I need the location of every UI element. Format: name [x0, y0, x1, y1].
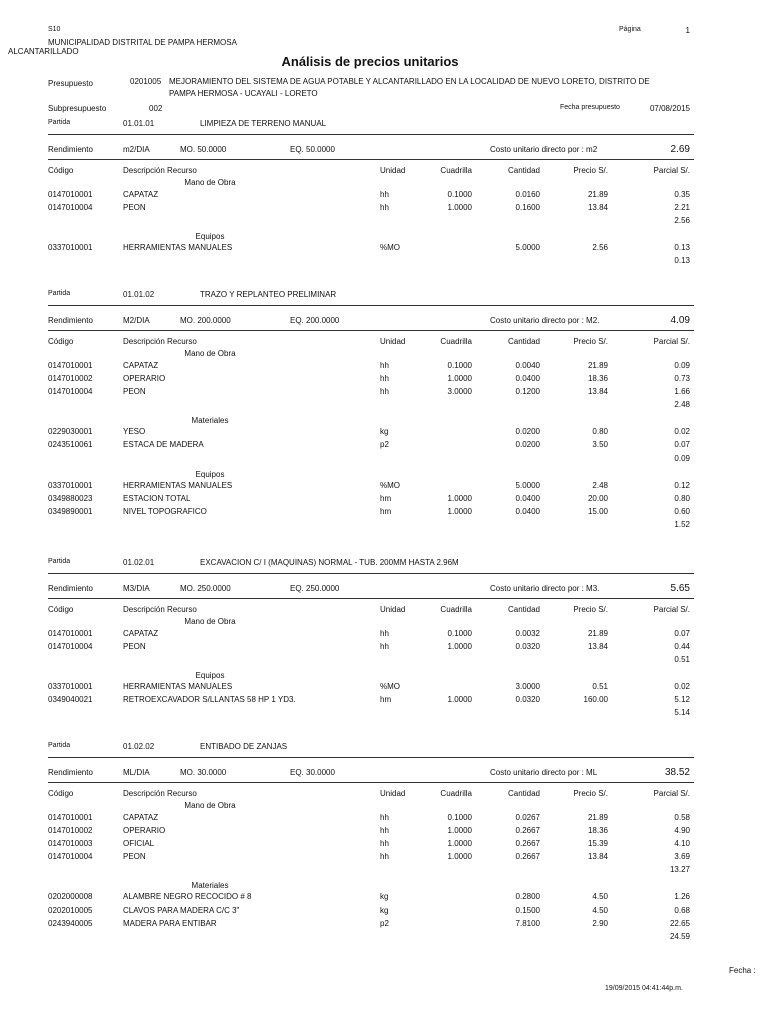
group-heading: Mano de Obra: [184, 349, 236, 358]
row-cantidad: 0.1500: [515, 905, 540, 915]
overlap-text: ALCANTARILLADO: [8, 47, 79, 56]
rendimiento-unit: ML/DIA: [123, 768, 150, 777]
row-cantidad: 0.1600: [515, 202, 540, 212]
row-unidad: hm: [380, 507, 392, 517]
col-header-cantidad: Cantidad: [507, 605, 540, 614]
row-parcial: 3.69: [674, 851, 690, 861]
rendimiento-unit: M2/DIA: [123, 316, 150, 325]
row-cantidad: 0.0200: [515, 440, 540, 450]
row-cantidad: 0.0160: [515, 189, 540, 199]
row-codigo: 0337010001: [48, 682, 93, 692]
costo-unitario-label: Costo unitario directo por : m2: [490, 145, 598, 154]
row-descripcion: OPERARIO: [123, 373, 166, 383]
row-cuadrilla: 1.0000: [447, 494, 472, 504]
mo-value: MO. 250.0000: [180, 584, 231, 593]
row-cantidad: 0.2667: [515, 851, 540, 861]
partida-label: Partida: [48, 558, 71, 565]
group-heading: Materiales: [191, 880, 229, 890]
presupuesto-code: 0201005: [130, 77, 162, 86]
col-header-descripcion: Descripción Recurso: [123, 337, 197, 346]
partida-code: 01.01.01: [123, 119, 155, 128]
row-precio: 2.56: [592, 243, 608, 253]
row-unidad: hm: [380, 494, 392, 504]
partida-divider: [48, 757, 694, 758]
row-parcial: 0.35: [674, 189, 690, 199]
row-codigo: 0337010001: [48, 481, 93, 490]
row-precio: 13.84: [587, 641, 608, 651]
row-unidad: %MO: [380, 243, 400, 253]
row-cuadrilla: 1.0000: [447, 641, 472, 651]
row-codigo: 0147010004: [48, 386, 93, 396]
header-divider: [48, 330, 694, 331]
rendimiento-label: Rendimiento: [48, 584, 93, 593]
row-codigo: 0147010001: [48, 360, 93, 370]
row-precio: 18.36: [587, 373, 608, 383]
report-code: S10: [48, 26, 61, 33]
col-header-cantidad: Cantidad: [507, 337, 540, 346]
row-cuadrilla: 1.0000: [447, 695, 472, 705]
costo-unitario-value: 5.65: [670, 583, 690, 594]
row-parcial: 0.60: [674, 507, 690, 517]
row-precio: 21.89: [587, 812, 608, 822]
partida-name: EXCAVACION C/ I (MAQUINAS) NORMAL - TUB. 200MM HASTA 2.96M: [200, 558, 459, 567]
row-parcial: 4.90: [674, 825, 690, 835]
mo-value: MO. 30.0000: [180, 768, 227, 777]
partida-code: 01.02.01: [123, 558, 155, 567]
col-header-cantidad: Cantidad: [507, 166, 540, 175]
eq-value: EQ. 200.0000: [290, 316, 340, 325]
subpresupuesto-code: 002: [149, 104, 163, 113]
partida-code: 01.01.02: [123, 290, 155, 299]
partida-label: Partida: [48, 742, 71, 749]
row-parcial: 0.80: [674, 494, 690, 504]
footer-timestamp: 19/09/2015 04:41:44p.m.: [605, 985, 683, 992]
fecha-presupuesto-label: Fecha presupuesto: [560, 104, 620, 111]
row-precio: 20.00: [587, 494, 608, 504]
row-descripcion: HERRAMIENTAS MANUALES: [123, 481, 233, 490]
col-header-codigo: Código: [48, 789, 74, 798]
row-descripcion: HERRAMIENTAS MANUALES: [123, 682, 233, 692]
row-parcial: 0.02: [674, 682, 690, 692]
group-subtotal: 1.52: [674, 520, 690, 530]
col-header-unidad: Unidad: [380, 337, 406, 346]
col-header-parcial: Parcial S/.: [653, 337, 690, 346]
row-descripcion: PEON: [123, 851, 146, 861]
row-descripcion: ESTACION TOTAL: [123, 494, 191, 504]
col-header-precio: Precio S/.: [573, 337, 608, 346]
costo-unitario-value: 38.52: [664, 767, 690, 778]
row-cantidad: 3.0000: [515, 682, 540, 692]
col-header-descripcion: Descripción Recurso: [123, 166, 197, 175]
row-cantidad: 0.0200: [515, 427, 540, 437]
row-cuadrilla: 3.0000: [447, 386, 472, 396]
costo-unitario-value: 4.09: [670, 315, 690, 326]
partida-label: Partida: [48, 119, 71, 126]
row-unidad: hh: [380, 825, 389, 835]
row-cantidad: 0.0320: [515, 641, 540, 651]
row-cuadrilla: 1.0000: [447, 825, 472, 835]
row-unidad: hh: [380, 628, 389, 638]
col-header-precio: Precio S/.: [573, 166, 608, 175]
row-descripcion: CAPATAZ: [123, 812, 159, 822]
row-precio: 13.84: [587, 386, 608, 396]
partida-divider: [48, 134, 694, 135]
group-subtotal: 2.56: [674, 215, 690, 225]
row-parcial: 0.12: [674, 481, 690, 490]
row-unidad: kg: [380, 905, 389, 915]
partida-name: LIMPIEZA DE TERRENO MANUAL: [200, 119, 327, 128]
col-header-codigo: Código: [48, 337, 74, 346]
group-subtotal: 13.27: [669, 864, 690, 874]
row-unidad: hh: [380, 373, 389, 383]
row-codigo: 0243940005: [48, 918, 93, 928]
row-cuadrilla: 1.0000: [447, 851, 472, 861]
row-cuadrilla: 1.0000: [447, 373, 472, 383]
fecha-presupuesto-value: 07/08/2015: [649, 104, 690, 113]
partida-divider: [48, 305, 694, 306]
row-precio: 21.89: [587, 360, 608, 370]
group-heading: Mano de Obra: [184, 801, 236, 810]
row-descripcion: MADERA PARA ENTIBAR: [123, 918, 217, 928]
row-codigo: 0147010002: [48, 825, 93, 835]
row-cantidad: 0.2667: [515, 838, 540, 848]
row-precio: 13.84: [587, 851, 608, 861]
group-subtotal: 5.14: [674, 708, 690, 718]
row-cuadrilla: 1.0000: [447, 507, 472, 517]
partida-label: Partida: [48, 290, 71, 297]
row-unidad: hh: [380, 386, 389, 396]
row-unidad: hh: [380, 202, 389, 212]
row-precio: 3.50: [592, 440, 608, 450]
municipality-name: MUNICIPALIDAD DISTRITAL DE PAMPA HERMOSA: [48, 38, 237, 47]
row-codigo: 0243510061: [48, 440, 93, 450]
row-codigo: 0337010001: [48, 243, 93, 253]
row-cantidad: 7.8100: [515, 918, 540, 928]
row-cantidad: 0.0320: [515, 695, 540, 705]
page-number: 1: [685, 26, 690, 35]
row-precio: 21.89: [587, 628, 608, 638]
col-header-precio: Precio S/.: [573, 789, 608, 798]
group-heading: Mano de Obra: [184, 617, 236, 626]
row-precio: 2.48: [592, 481, 608, 490]
row-cuadrilla: 1.0000: [447, 202, 472, 212]
mo-value: MO. 50.0000: [180, 145, 227, 154]
row-unidad: hm: [380, 695, 392, 705]
row-descripcion: CLAVOS PARA MADERA C/C 3": [123, 905, 240, 915]
row-codigo: 0147010004: [48, 202, 93, 212]
row-precio: 18.36: [587, 825, 608, 835]
row-cantidad: 0.2667: [515, 825, 540, 835]
row-parcial: 0.68: [674, 905, 690, 915]
row-cantidad: 0.0400: [515, 507, 540, 517]
row-unidad: hh: [380, 838, 389, 848]
costo-unitario-label: Costo unitario directo por : M2.: [490, 316, 600, 325]
col-header-descripcion: Descripción Recurso: [123, 605, 197, 614]
row-unidad: hh: [380, 360, 389, 370]
row-cantidad: 0.2800: [515, 892, 540, 902]
row-precio: 21.89: [587, 189, 608, 199]
row-descripcion: PEON: [123, 386, 146, 396]
row-precio: 0.80: [592, 427, 608, 437]
row-cantidad: 0.0267: [515, 812, 540, 822]
row-descripcion: OFICIAL: [123, 838, 155, 848]
row-unidad: %MO: [380, 481, 400, 490]
col-header-descripcion: Descripción Recurso: [123, 789, 197, 798]
partida-name: TRAZO Y REPLANTEO PRELIMINAR: [200, 290, 337, 299]
row-descripcion: CAPATAZ: [123, 189, 159, 199]
row-precio: 4.50: [592, 892, 608, 902]
row-descripcion: NIVEL TOPOGRAFICO: [123, 507, 207, 517]
row-descripcion: CAPATAZ: [123, 360, 159, 370]
row-codigo: 0147010003: [48, 838, 93, 848]
row-codigo: 0229030001: [48, 427, 93, 437]
row-cuadrilla: 1.0000: [447, 838, 472, 848]
eq-value: EQ. 250.0000: [290, 584, 340, 593]
subpresupuesto-label: Subpresupuesto: [48, 104, 107, 113]
col-header-codigo: Código: [48, 605, 74, 614]
row-cantidad: 0.0400: [515, 373, 540, 383]
page-label: Página: [619, 26, 641, 33]
row-descripcion: CAPATAZ: [123, 628, 159, 638]
row-unidad: kg: [380, 892, 389, 902]
row-parcial: 2.21: [674, 202, 690, 212]
row-parcial: 5.12: [674, 695, 690, 705]
row-cantidad: 5.0000: [515, 243, 540, 253]
costo-unitario-label: Costo unitario directo por : ML: [490, 768, 598, 777]
col-header-cuadrilla: Cuadrilla: [440, 605, 472, 614]
group-heading: Equipos: [195, 670, 225, 680]
row-parcial: 0.13: [674, 243, 690, 253]
row-codigo: 0147010001: [48, 189, 93, 199]
header-divider: [48, 598, 694, 599]
presupuesto-description-cont: PAMPA HERMOSA - UCAYALI - LORETO: [169, 89, 318, 98]
row-cuadrilla: 0.1000: [447, 628, 472, 638]
row-codigo: 0147010004: [48, 851, 93, 861]
mo-value: MO. 200.0000: [180, 316, 231, 325]
row-cantidad: 0.0400: [515, 494, 540, 504]
group-heading: Materiales: [191, 415, 229, 425]
row-precio: 4.50: [592, 905, 608, 915]
group-subtotal: 0.51: [674, 654, 690, 664]
row-precio: 15.00: [587, 507, 608, 517]
col-header-parcial: Parcial S/.: [653, 789, 690, 798]
rendimiento-unit: M3/DIA: [123, 584, 150, 593]
group-subtotal: 0.09: [674, 453, 690, 463]
row-codigo: 0349040021: [48, 695, 93, 705]
group-subtotal: 2.48: [674, 399, 690, 409]
row-cantidad: 0.1200: [515, 386, 540, 396]
row-cantidad: 0.0032: [515, 628, 540, 638]
col-header-unidad: Unidad: [380, 789, 406, 798]
partida-divider: [48, 573, 694, 574]
header-divider: [48, 159, 694, 160]
col-header-cuadrilla: Cuadrilla: [440, 789, 472, 798]
row-precio: 0.51: [592, 682, 608, 692]
row-parcial: 0.07: [674, 440, 690, 450]
costo-unitario-label: Costo unitario directo por : M3.: [490, 584, 600, 593]
row-codigo: 0147010002: [48, 373, 93, 383]
row-parcial: 1.26: [674, 892, 690, 902]
row-codigo: 0349880023: [48, 494, 93, 504]
row-parcial: 0.02: [674, 427, 690, 437]
row-unidad: hh: [380, 189, 389, 199]
row-cuadrilla: 0.1000: [447, 812, 472, 822]
row-precio: 2.90: [592, 918, 608, 928]
row-unidad: hh: [380, 812, 389, 822]
row-parcial: 22.65: [669, 918, 690, 928]
rendimiento-label: Rendimiento: [48, 145, 93, 154]
col-header-cantidad: Cantidad: [507, 789, 540, 798]
row-descripcion: PEON: [123, 641, 146, 651]
row-precio: 160.00: [583, 695, 608, 705]
row-codigo: 0147010001: [48, 628, 93, 638]
col-header-codigo: Código: [48, 166, 74, 175]
col-header-parcial: Parcial S/.: [653, 166, 690, 175]
group-subtotal: 0.13: [674, 256, 690, 266]
row-cuadrilla: 0.1000: [447, 360, 472, 370]
row-descripcion: YESO: [123, 427, 146, 437]
row-descripcion: HERRAMIENTAS MANUALES: [123, 243, 233, 253]
rendimiento-unit: m2/DIA: [123, 145, 150, 154]
row-codigo: 0202000008: [48, 892, 93, 902]
row-unidad: hh: [380, 851, 389, 861]
row-unidad: p2: [380, 440, 389, 450]
row-descripcion: ESTACA DE MADERA: [123, 440, 204, 450]
row-descripcion: RETROEXCAVADOR S/LLANTAS 58 HP 1 YD3.: [123, 695, 296, 705]
eq-value: EQ. 30.0000: [290, 768, 335, 777]
row-parcial: 0.09: [674, 360, 690, 370]
header-divider: [48, 782, 694, 783]
row-unidad: hh: [380, 641, 389, 651]
row-parcial: 0.73: [674, 373, 690, 383]
row-codigo: 0202010005: [48, 905, 93, 915]
row-cantidad: 5.0000: [515, 481, 540, 490]
row-unidad: kg: [380, 427, 389, 437]
presupuesto-description: MEJORAMIENTO DEL SISTEMA DE AGUA POTABLE Y ALCANTARILLADO EN LA LOCALIDAD DE NUEVO LORETO, DISTRITO DE: [169, 77, 650, 86]
presupuesto-label: Presupuesto: [48, 79, 93, 88]
page-title: Análisis de precios unitarios: [281, 54, 459, 69]
row-parcial: 0.44: [674, 641, 690, 651]
row-cantidad: 0.0040: [515, 360, 540, 370]
row-precio: 13.84: [587, 202, 608, 212]
col-header-cuadrilla: Cuadrilla: [440, 337, 472, 346]
footer-fecha-label: Fecha :: [729, 966, 756, 975]
row-unidad: %MO: [380, 682, 400, 692]
row-descripcion: PEON: [123, 202, 146, 212]
col-header-unidad: Unidad: [380, 605, 406, 614]
group-subtotal: 24.59: [669, 931, 690, 941]
col-header-parcial: Parcial S/.: [653, 605, 690, 614]
group-heading: Mano de Obra: [184, 178, 236, 187]
partida-name: ENTIBADO DE ZANJAS: [200, 742, 288, 751]
rendimiento-label: Rendimiento: [48, 316, 93, 325]
row-parcial: 0.58: [674, 812, 690, 822]
row-codigo: 0147010004: [48, 641, 93, 651]
group-heading: Equipos: [195, 469, 225, 479]
eq-value: EQ. 50.0000: [290, 145, 335, 154]
row-codigo: 0349890001: [48, 507, 93, 517]
row-parcial: 1.66: [674, 386, 690, 396]
rendimiento-label: Rendimiento: [48, 768, 93, 777]
row-parcial: 0.07: [674, 628, 690, 638]
group-heading: Equipos: [195, 231, 225, 241]
row-cuadrilla: 0.1000: [447, 189, 472, 199]
row-parcial: 4.10: [674, 838, 690, 848]
partida-code: 01.02.02: [123, 742, 155, 751]
row-descripcion: OPERARIO: [123, 825, 166, 835]
row-codigo: 0147010001: [48, 812, 93, 822]
col-header-cuadrilla: Cuadrilla: [440, 166, 472, 175]
row-precio: 15.39: [587, 838, 608, 848]
row-descripcion: ALAMBRE NEGRO RECOCIDO # 8: [123, 892, 252, 902]
row-unidad: p2: [380, 918, 389, 928]
col-header-precio: Precio S/.: [573, 605, 608, 614]
costo-unitario-value: 2.69: [670, 144, 690, 155]
col-header-unidad: Unidad: [380, 166, 406, 175]
